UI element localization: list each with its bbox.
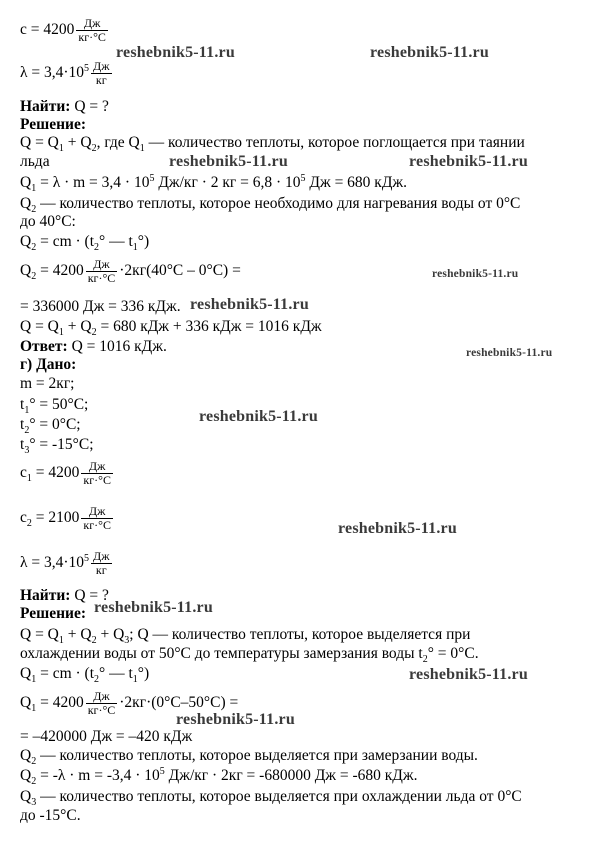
t: °)	[137, 665, 150, 682]
t: ·2кг·(0°C–50°C) =	[119, 694, 239, 712]
sub: 1	[31, 674, 37, 686]
text-line	[20, 233, 150, 254]
denominator: кг·°C	[83, 518, 111, 532]
text-line	[20, 807, 81, 825]
t: ° — t	[99, 665, 133, 682]
fraction	[86, 258, 118, 285]
t: + Q	[63, 134, 92, 151]
t: = cm · (t	[36, 665, 95, 682]
t: ° = 0°C;	[29, 416, 81, 433]
fraction	[91, 550, 111, 577]
sub: 2	[31, 204, 37, 216]
watermark: reshebnik5-11.ru	[199, 408, 318, 425]
answer-label: Ответ:	[20, 338, 68, 355]
t: до 40°C:	[20, 213, 76, 230]
find-value: Q = ?	[70, 98, 109, 115]
t: Q = Q	[20, 626, 59, 643]
text-line	[20, 298, 181, 316]
t: = 336000 Дж = 336 кДж.	[20, 298, 181, 315]
t: ° = 50°C;	[29, 396, 89, 413]
find-label: Найти:	[20, 587, 71, 604]
watermark: reshebnik5-11.ru	[409, 153, 528, 170]
given-lambda	[20, 60, 114, 87]
t: Q	[20, 233, 32, 250]
sub: 2	[24, 425, 30, 437]
t: Дж = 680 кДж.	[305, 174, 407, 191]
t: t	[20, 396, 25, 413]
watermark: reshebnik5-11.ru	[409, 666, 528, 683]
sub: 2	[91, 327, 97, 339]
t: охлаждении воды от 50°C до температуры замерзания воды t	[20, 645, 423, 662]
t: Дж/кг · 2 кг = 6,8 · 10	[154, 174, 301, 191]
t: Q	[20, 665, 32, 682]
exp: 5	[84, 552, 90, 564]
t: Q = Q	[20, 134, 59, 151]
exp: 5	[149, 172, 155, 184]
sub: 1	[132, 242, 138, 254]
t: = λ · m = 3,4 · 10	[36, 174, 150, 191]
exp: 5	[84, 62, 90, 74]
fraction	[86, 690, 118, 717]
sub: 2	[422, 654, 428, 666]
answer-line	[20, 338, 167, 356]
denominator: кг	[95, 73, 107, 87]
text-line	[20, 195, 521, 216]
watermark: reshebnik5-11.ru	[190, 296, 309, 313]
sub: 3	[24, 445, 30, 457]
find-line	[20, 98, 109, 116]
watermark: reshebnik5-11.ru	[94, 599, 213, 616]
solution-label: Решение:	[20, 116, 87, 133]
watermark: reshebnik5-11.ru	[370, 44, 489, 61]
numerator: Дж	[81, 505, 113, 519]
solution-label: Решение:	[20, 605, 87, 622]
text-line	[20, 396, 89, 417]
t: ° — t	[99, 233, 133, 250]
t: — количество теплоты, которое поглощается при таянии	[144, 134, 525, 151]
text-line	[20, 172, 407, 195]
text-line	[20, 765, 418, 788]
t: Q	[20, 694, 32, 712]
t: + Q	[63, 626, 92, 643]
t: Q	[20, 262, 32, 280]
t: — количество теплоты, которое выделяется при охлаждении льда от 0°C	[36, 788, 522, 805]
t: до -15°C.	[20, 807, 81, 824]
numerator: Дж	[93, 59, 110, 73]
solution-heading	[20, 116, 86, 134]
text-line	[20, 153, 50, 171]
fraction	[81, 460, 113, 487]
t: ; Q — количество теплоты, которое выделяется при	[129, 626, 471, 643]
lambda-label: λ = 3,4·10	[20, 64, 85, 82]
text-line	[20, 436, 94, 457]
watermark: reshebnik5-11.ru	[466, 347, 553, 359]
find-label: Найти:	[20, 98, 71, 115]
denominator: кг·°C	[87, 271, 116, 285]
t: Q	[20, 767, 32, 784]
sub: 3	[124, 635, 130, 647]
text-line	[20, 665, 150, 686]
watermark: reshebnik5-11.ru	[169, 153, 288, 170]
sub: 2	[31, 271, 37, 283]
given-heading	[20, 356, 76, 374]
t: Дж/кг · 2кг = -680000 Дж = -680 кДж.	[164, 767, 418, 784]
given-c1	[20, 460, 115, 487]
watermark: reshebnik5-11.ru	[432, 268, 519, 280]
t: Q	[20, 747, 32, 764]
t: — количество теплоты, которое необходимо для нагревания воды от 0°C	[36, 195, 521, 212]
denominator: кг·°C	[83, 473, 111, 487]
t: — количество теплоты, которое выделяется при замерзании воды.	[36, 747, 478, 764]
denominator: кг·°C	[78, 30, 106, 44]
t: = -λ · m = -3,4 · 10	[36, 767, 160, 784]
t: t	[20, 436, 25, 453]
text-line	[20, 747, 478, 768]
text-line	[20, 258, 241, 285]
sub: 2	[31, 756, 37, 768]
text-line	[20, 626, 471, 647]
t: Q	[20, 788, 32, 805]
sub: 1	[58, 327, 64, 339]
sub: 2	[94, 674, 100, 686]
exp: 5	[300, 172, 306, 184]
text-line	[20, 645, 479, 666]
given-lambda2	[20, 550, 114, 577]
t: = cm · (t	[36, 233, 95, 250]
sub: 2	[91, 143, 97, 155]
t: ° = -15°C;	[29, 436, 94, 453]
sub: 1	[26, 473, 32, 485]
sub: 1	[58, 143, 64, 155]
numerator: Дж	[76, 17, 108, 31]
sub: 2	[26, 518, 32, 530]
sub: 1	[139, 143, 145, 155]
sub: 1	[31, 703, 37, 715]
numerator: Дж	[86, 690, 118, 704]
numerator: Дж	[86, 258, 118, 272]
watermark: reshebnik5-11.ru	[116, 44, 235, 61]
text-line	[20, 134, 525, 155]
t: c	[20, 464, 27, 482]
t: ° = 0°C.	[427, 645, 479, 662]
text-line	[20, 416, 81, 437]
t: льда	[20, 153, 50, 170]
t: + Q	[63, 318, 92, 335]
t: Q	[20, 174, 32, 191]
t: = 4200	[31, 464, 80, 482]
text-line	[20, 318, 322, 339]
given-c	[20, 17, 110, 44]
given-c2	[20, 505, 115, 532]
sub: 2	[94, 242, 100, 254]
sub: 1	[132, 674, 138, 686]
watermark: reshebnik5-11.ru	[176, 711, 295, 728]
text-line	[20, 375, 75, 393]
text-line	[20, 728, 192, 746]
t: Q	[20, 195, 32, 212]
t: m = 2кг;	[20, 375, 75, 392]
denominator: кг	[95, 563, 107, 577]
t: t	[20, 416, 25, 433]
sub: 1	[24, 405, 30, 417]
solution-heading	[20, 605, 86, 623]
sub: 2	[31, 242, 37, 254]
t: λ = 3,4·10	[20, 554, 85, 572]
t: = 4200	[36, 694, 84, 712]
numerator: Дж	[93, 549, 110, 563]
numerator: Дж	[81, 460, 113, 474]
t: Q = Q	[20, 318, 59, 335]
t: = 680 кДж + 336 кДж = 1016 кДж	[96, 318, 322, 335]
sub: 3	[31, 797, 37, 809]
sub: 2	[91, 635, 97, 647]
c-label: c = 4200	[20, 21, 75, 39]
fraction	[81, 505, 113, 532]
fraction	[76, 17, 108, 44]
t: c	[20, 509, 27, 527]
answer-value: Q = 1016 кДж.	[67, 338, 167, 355]
text-line	[20, 788, 522, 809]
given-label: г) Дано:	[20, 356, 77, 373]
t: = 2100	[31, 509, 80, 527]
text-line	[20, 213, 76, 231]
t: = –420000 Дж = –420 кДж	[20, 728, 193, 745]
sub: 2	[31, 776, 37, 788]
t: °)	[137, 233, 150, 250]
fraction	[91, 60, 111, 87]
t: + Q	[96, 626, 125, 643]
watermark: reshebnik5-11.ru	[338, 520, 457, 537]
sub: 1	[31, 183, 37, 195]
t: , где Q	[96, 134, 140, 151]
denominator: кг·°C	[87, 703, 116, 717]
t: = 4200	[36, 262, 84, 280]
find-value: Q = ?	[70, 587, 109, 604]
exp: 5	[159, 765, 165, 777]
t: ·2кг(40°C – 0°C) =	[119, 262, 241, 280]
sub: 1	[58, 635, 64, 647]
